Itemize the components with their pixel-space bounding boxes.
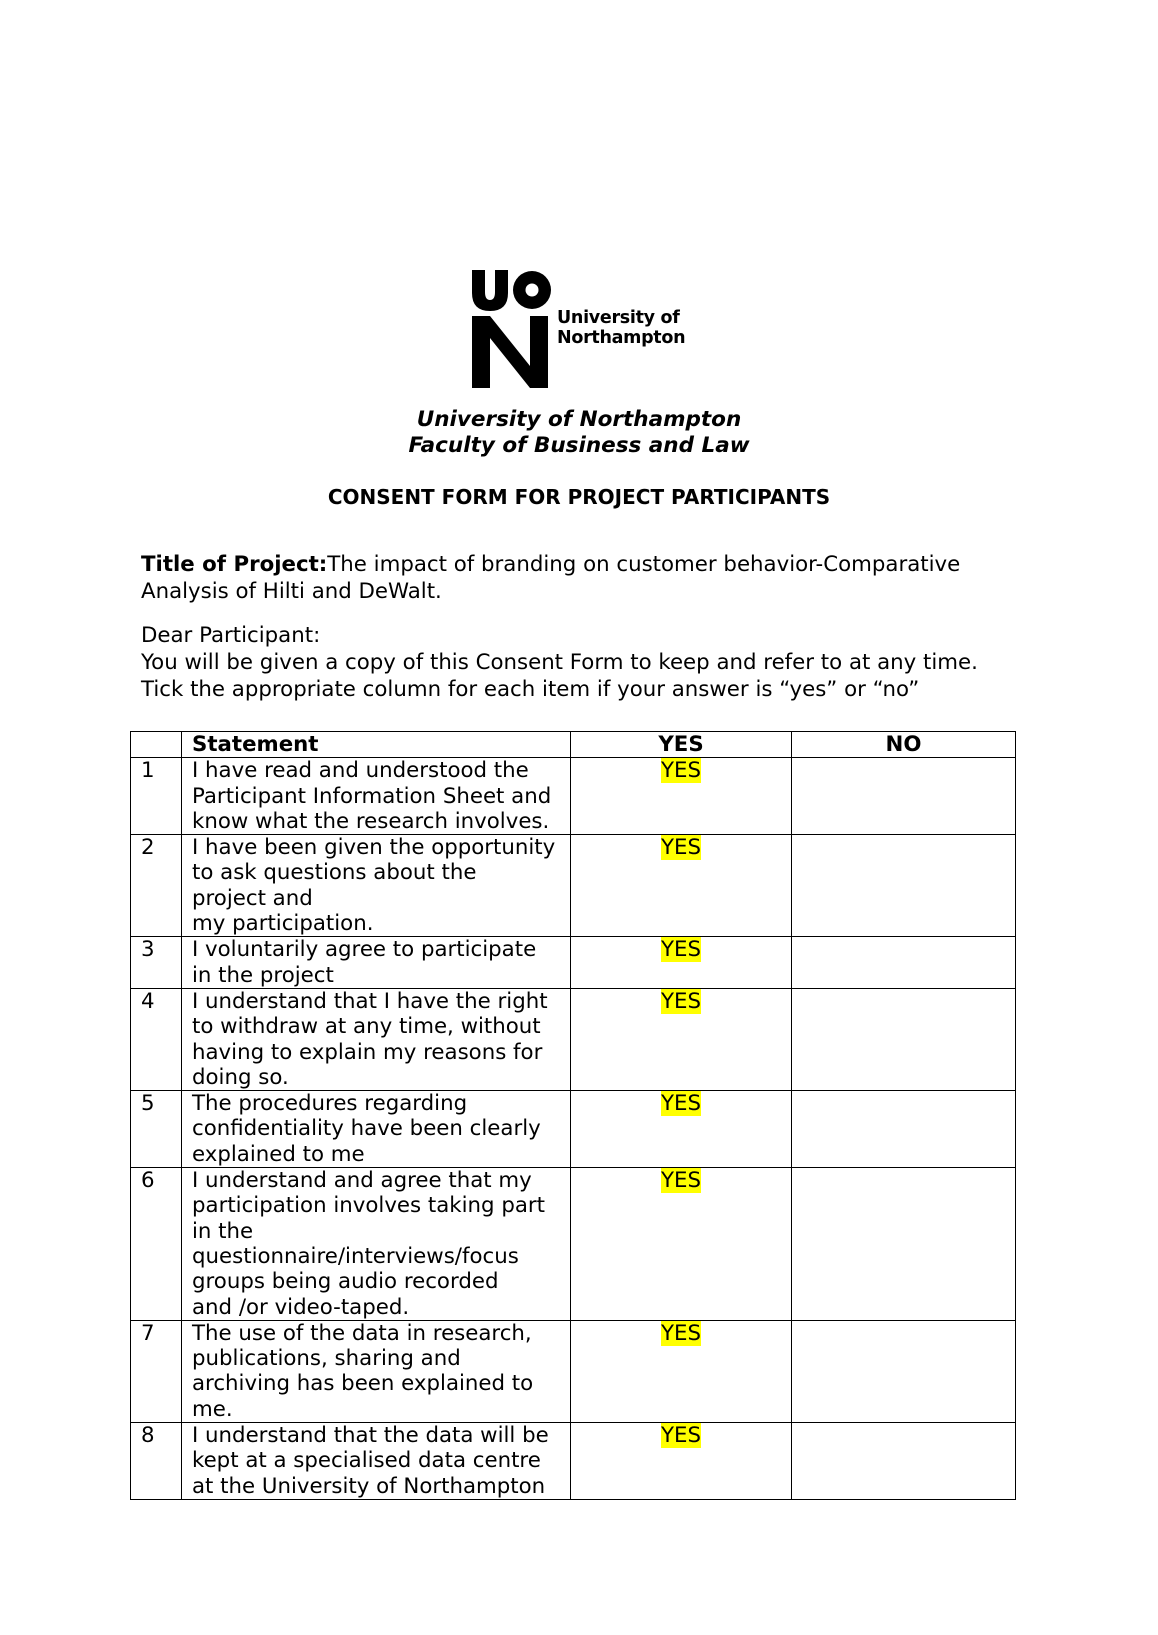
yes-cell[interactable] xyxy=(571,937,792,989)
statement-line: The use of the data in research, xyxy=(192,1320,532,1346)
statement-line: in the project xyxy=(192,962,334,988)
statement-line: me. xyxy=(192,1396,233,1422)
statement-line: my participation. xyxy=(192,911,374,937)
no-cell[interactable] xyxy=(792,835,1016,937)
table-row xyxy=(131,988,1016,1090)
statement-line: having to explain my reasons for xyxy=(192,1039,543,1065)
greeting: Dear Participant: xyxy=(141,623,321,648)
row-statement xyxy=(182,1423,571,1500)
yes-answer: YES xyxy=(661,1320,701,1346)
uon-logo-mark xyxy=(472,270,552,388)
statement-line: project and xyxy=(192,885,313,911)
statement-line: I understand that I have the right xyxy=(192,988,548,1014)
consent-table xyxy=(130,731,1016,1500)
table-row xyxy=(131,1423,1016,1500)
statement-line: I have read and understood the xyxy=(192,758,529,784)
statement-line: know what the research involves. xyxy=(192,808,550,834)
table-row xyxy=(131,835,1016,937)
table-row xyxy=(131,1168,1016,1321)
university-logo xyxy=(472,270,702,388)
intro-paragraph xyxy=(141,622,1041,703)
statement-line: to ask questions about the xyxy=(192,860,477,886)
statement-line: explained to me xyxy=(192,1141,365,1167)
statement-line: I have been given the opportunity xyxy=(192,835,556,861)
header-number xyxy=(131,732,182,758)
row-statement xyxy=(182,1091,571,1168)
yes-cell[interactable] xyxy=(571,1320,792,1422)
row-statement xyxy=(182,1168,571,1321)
yes-answer: YES xyxy=(661,937,701,963)
row-statement xyxy=(182,937,571,989)
project-title-paragraph xyxy=(141,551,1041,605)
table-row xyxy=(131,937,1016,989)
table-body xyxy=(131,758,1016,1500)
project-title-line1: The impact of branding on customer behavior-Comparative xyxy=(327,552,961,577)
institution-heading xyxy=(0,407,1158,459)
yes-cell[interactable] xyxy=(571,1168,792,1321)
header-statement: Statement xyxy=(182,732,571,758)
statement-line: publications, sharing and xyxy=(192,1346,461,1372)
project-title-line2: Analysis of Hilti and DeWalt. xyxy=(141,579,442,604)
statement-line: Participant Information Sheet and xyxy=(192,783,552,809)
no-cell[interactable] xyxy=(792,988,1016,1090)
logo-wordmark xyxy=(557,308,685,348)
table-header-row xyxy=(131,732,1016,758)
logo-name-line1: University of xyxy=(557,308,680,328)
row-number: 7 xyxy=(131,1320,182,1422)
yes-cell[interactable] xyxy=(571,1423,792,1500)
table-row xyxy=(131,758,1016,835)
statement-line: groups being audio recorded xyxy=(192,1269,499,1295)
statement-line: and /or video-taped. xyxy=(192,1294,410,1320)
no-cell[interactable] xyxy=(792,1320,1016,1422)
intro-line2: Tick the appropriate column for each item if your answer is “yes” or “no” xyxy=(141,677,920,702)
yes-answer: YES xyxy=(661,758,701,784)
no-cell[interactable] xyxy=(792,937,1016,989)
yes-cell[interactable] xyxy=(571,835,792,937)
logo-name-line2: Northampton xyxy=(557,328,686,348)
row-number: 2 xyxy=(131,835,182,937)
row-number: 4 xyxy=(131,988,182,1090)
form-title: CONSENT FORM FOR PROJECT PARTICIPANTS xyxy=(327,485,831,509)
statement-line: in the xyxy=(192,1218,254,1244)
statement-line: to withdraw at any time, without xyxy=(192,1014,541,1040)
statement-line: confidentiality have been clearly xyxy=(192,1116,541,1142)
row-statement xyxy=(182,835,571,937)
table-row xyxy=(131,1091,1016,1168)
row-statement xyxy=(182,1320,571,1422)
statement-line: questionnaire/interviews/focus xyxy=(192,1243,519,1269)
project-title-label: Title of Project: xyxy=(141,552,328,577)
row-number: 3 xyxy=(131,937,182,989)
intro-line1: You will be given a copy of this Consent Form to keep and refer to at any time. xyxy=(141,650,978,675)
statement-line: archiving has been explained to xyxy=(192,1371,534,1397)
no-cell[interactable] xyxy=(792,1168,1016,1321)
row-statement xyxy=(182,988,571,1090)
table-row xyxy=(131,1320,1016,1422)
no-cell[interactable] xyxy=(792,1091,1016,1168)
yes-answer: YES xyxy=(661,1168,701,1194)
statement-line: The procedures regarding xyxy=(192,1091,468,1117)
statement-line: participation involves taking part xyxy=(192,1193,545,1219)
yes-answer: YES xyxy=(661,835,701,861)
yes-answer: YES xyxy=(661,1423,701,1449)
yes-answer: YES xyxy=(661,1091,701,1117)
statement-line: at the University of Northampton xyxy=(192,1473,546,1499)
statement-line: I voluntarily agree to participate xyxy=(192,937,537,963)
institution-name: University of Northampton xyxy=(416,407,742,432)
row-statement xyxy=(182,758,571,835)
header-yes: YES xyxy=(571,732,792,758)
row-number: 5 xyxy=(131,1091,182,1168)
statement-line: kept at a specialised data centre xyxy=(192,1448,541,1474)
yes-cell[interactable] xyxy=(571,988,792,1090)
yes-cell[interactable] xyxy=(571,1091,792,1168)
statement-line: I understand that the data will be xyxy=(192,1423,549,1449)
no-cell[interactable] xyxy=(792,1423,1016,1500)
statement-line: I understand and agree that my xyxy=(192,1168,532,1194)
row-number: 8 xyxy=(131,1423,182,1500)
statement-line: doing so. xyxy=(192,1064,289,1090)
header-no: NO xyxy=(792,732,1016,758)
row-number: 1 xyxy=(131,758,182,835)
no-cell[interactable] xyxy=(792,758,1016,835)
yes-cell[interactable] xyxy=(571,758,792,835)
faculty-name: Faculty of Business and Law xyxy=(408,433,750,458)
yes-answer: YES xyxy=(661,988,701,1014)
row-number: 6 xyxy=(131,1168,182,1321)
